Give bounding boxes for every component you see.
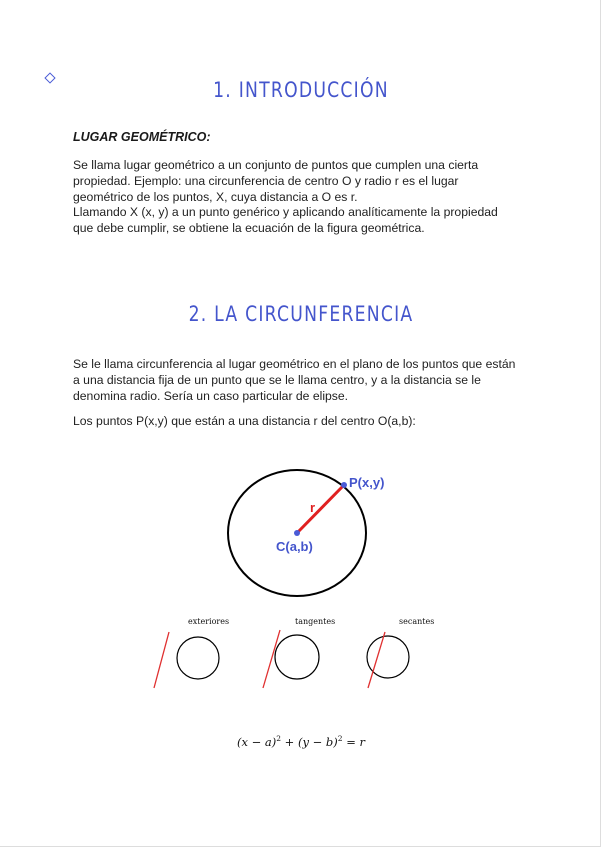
subheading-lugar-geometrico: LUGAR GEOMÉTRICO: bbox=[73, 130, 211, 144]
paragraph-line: propiedad. Ejemplo: una circunferencia de centro O y radio r es el lugar bbox=[73, 173, 459, 188]
line-tangentes bbox=[263, 630, 280, 688]
center-label: C(a,b) bbox=[276, 539, 313, 554]
paragraph-line: que debe cumplir, se obtiene la ecuación de la figura geométrica. bbox=[73, 221, 425, 236]
formula-exponent-y: 2 bbox=[337, 734, 343, 743]
circle-tangentes bbox=[275, 635, 319, 679]
paragraph-line: a una distancia fija de un punto que se le llama centro, y a la distancia se le bbox=[73, 372, 481, 387]
formula-term-y: (y − b) bbox=[297, 734, 338, 749]
section-title-introduccion: 1. INTRODUCCIÓN bbox=[213, 78, 389, 102]
paragraph-points: Los puntos P(x,y) que están a una distancia r del centro O(a,b): bbox=[73, 414, 416, 428]
section-title-circunferencia: 2. LA CIRCUNFERENCIA bbox=[188, 302, 414, 326]
label-exteriores: exteriores bbox=[188, 617, 230, 626]
paragraph-line: geométrico de los puntos, X, cuya distancia a O es r. bbox=[73, 189, 358, 204]
paragraph-line: Llamando X (x, y) a un punto genérico y aplicando analíticamente la propiedad bbox=[73, 205, 498, 220]
paragraph-line: denomina radio. Sería un caso particular de elipse. bbox=[73, 388, 349, 403]
circle-equation bbox=[0, 734, 602, 749]
paragraph-line: Se llama lugar geométrico a un conjunto de puntos que cumplen una cierta bbox=[73, 158, 479, 172]
formula-equals-r: = r bbox=[342, 734, 365, 749]
circle-exteriores bbox=[177, 637, 219, 679]
formula-plus: + bbox=[281, 734, 298, 749]
formula-term-x: (x − a) bbox=[236, 734, 277, 749]
point-dot bbox=[341, 482, 347, 488]
paragraph-line: Se le llama circunferencia al lugar geométrico en el plano de los puntos que están bbox=[73, 357, 516, 371]
line-secantes bbox=[368, 632, 385, 688]
radius-label: r bbox=[310, 500, 316, 515]
label-tangentes: tangentes bbox=[295, 617, 336, 626]
formula-exponent-x: 2 bbox=[276, 734, 282, 743]
radius-line bbox=[297, 485, 344, 533]
center-dot bbox=[294, 530, 300, 536]
line-exteriores bbox=[154, 632, 169, 688]
label-secantes: secantes bbox=[399, 617, 435, 626]
point-label: P(x,y) bbox=[349, 475, 385, 490]
